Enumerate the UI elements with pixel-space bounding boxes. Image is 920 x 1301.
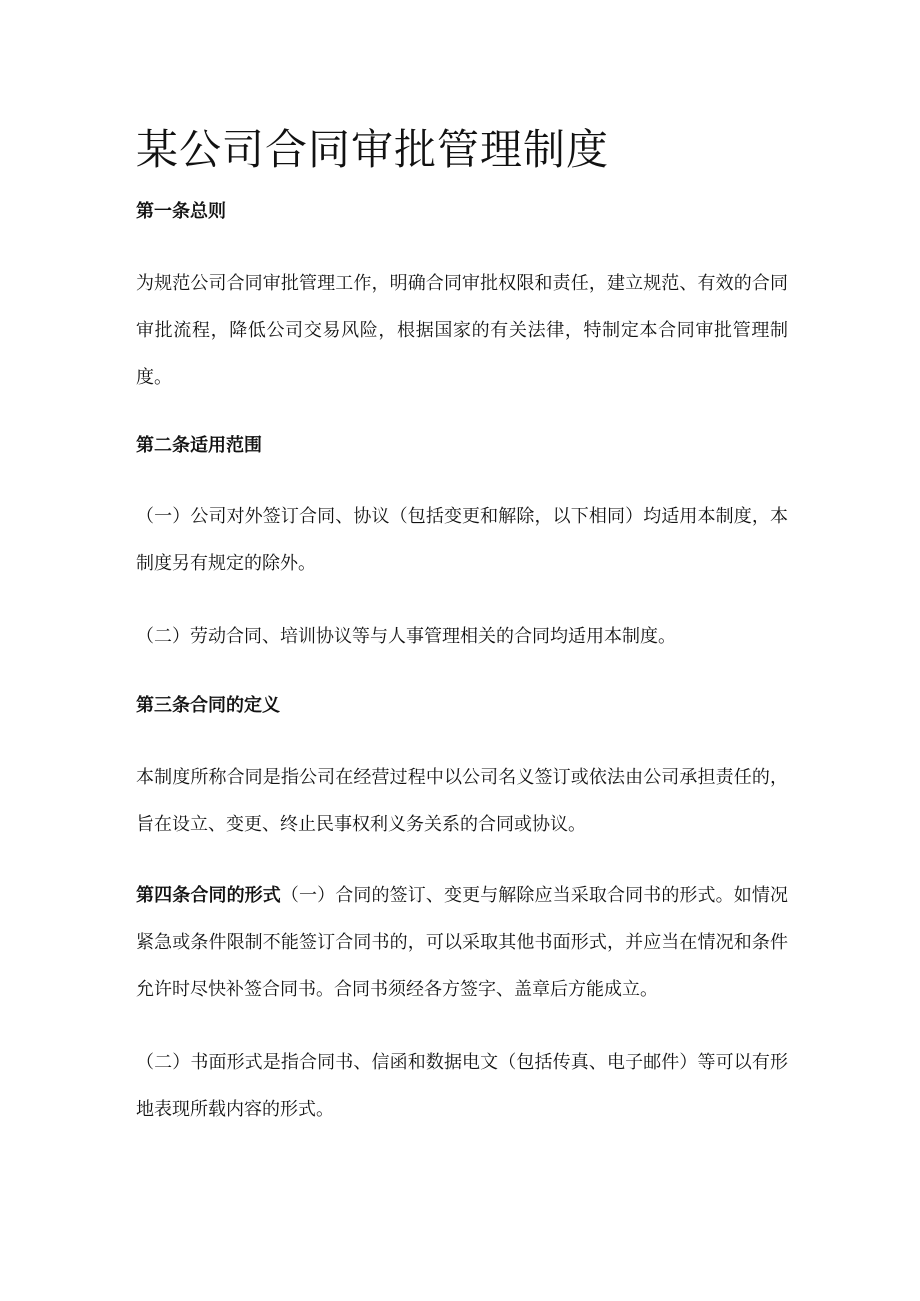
article-4-paragraph: [136, 872, 788, 1013]
article-2-item-2: （二）劳动合同、培训协议等与人事管理相关的合同均适用本制度。: [136, 626, 676, 647]
article-2-item-1: （一）公司对外签订合同、协议（包括变更和解除，以下相同）均适用本制度，本制度另有规定的除外。: [136, 506, 788, 574]
article-3-heading: 第三条合同的定义: [136, 695, 280, 716]
article-1-heading: 第一条总则: [136, 201, 226, 222]
document-title: 某公司合同审批管理制度: [136, 125, 610, 174]
article-4-item-1: （一）合同的签订、变更与解除应当采取合同书的形式。如情况紧急或条件限制不能签订合同书的，可以采取其他书面形式，并应当在情况和条件允许时尽快补签合同书。合同书须经各方签字、盖章后方能成立。: [136, 885, 789, 1000]
article-4-heading: 第四条合同的形式: [136, 885, 281, 906]
article-2-heading: 第二条适用范围: [136, 435, 262, 456]
article-1-body: 为规范公司合同审批管理工作，明确合同审批权限和责任，建立规范、有效的合同审批流程，降低公司交易风险，根据国家的有关法律，特制定本合同审批管理制度。: [136, 273, 788, 388]
article-3-body: 本制度所称合同是指公司在经营过程中以公司名义签订或依法由公司承担责任的，旨在设立、变更、终止民事权利义务关系的合同或协议。: [136, 767, 788, 835]
article-4-item-2: （二）书面形式是指合同书、信函和数据电文（包括传真、电子邮件）等可以有形地表现所载内容的形式。: [136, 1052, 788, 1120]
